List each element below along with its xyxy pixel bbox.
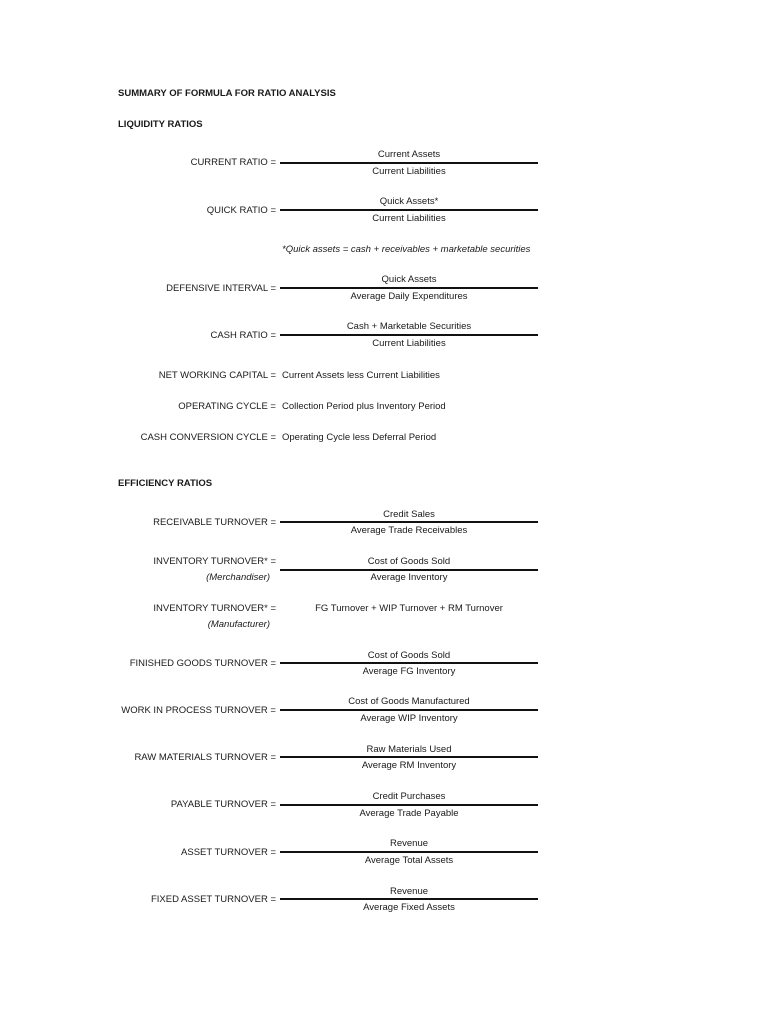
wip-turnover-numerator: Cost of Goods Manufactured bbox=[348, 696, 470, 707]
inventory-turnover-manufacturer-expression: FG Turnover + WIP Turnover + RM Turnover bbox=[315, 603, 503, 614]
efficiency-heading: EFFICIENCY RATIOS bbox=[118, 478, 213, 489]
fraction-bar bbox=[280, 209, 538, 211]
defensive-interval-denominator: Average Daily Expenditures bbox=[350, 291, 468, 302]
payable-turnover-numerator: Credit Purchases bbox=[372, 791, 446, 802]
fraction-bar bbox=[280, 521, 538, 523]
asset-turnover-label: ASSET TURNOVER = bbox=[181, 847, 276, 858]
raw-materials-turnover-denominator: Average RM Inventory bbox=[361, 760, 457, 771]
quick-ratio-numerator: Quick Assets* bbox=[379, 196, 439, 207]
wip-turnover-label: WORK IN PROCESS TURNOVER = bbox=[121, 705, 276, 716]
payable-turnover-label: PAYABLE TURNOVER = bbox=[170, 799, 276, 810]
cash-ratio-denominator: Current Liabilities bbox=[372, 338, 446, 349]
asset-turnover-numerator: Revenue bbox=[389, 838, 429, 849]
asset-turnover-denominator: Average Total Assets bbox=[364, 855, 454, 866]
fraction-bar bbox=[280, 804, 538, 806]
cash-ratio-numerator: Cash + Marketable Securities bbox=[346, 321, 472, 332]
fixed-asset-turnover-denominator: Average Fixed Assets bbox=[363, 902, 455, 913]
fraction-bar bbox=[280, 162, 538, 164]
inventory-turnover-label: INVENTORY TURNOVER* = bbox=[153, 556, 276, 567]
fraction-bar bbox=[280, 851, 538, 853]
inventory-turnover-numerator: Cost of Goods Sold bbox=[367, 556, 451, 567]
fraction-bar bbox=[280, 287, 538, 289]
inventory-turnover-denominator: Average Inventory bbox=[370, 572, 448, 583]
liquidity-heading: LIQUIDITY RATIOS bbox=[118, 119, 203, 130]
receivable-turnover-numerator: Credit Sales bbox=[383, 509, 435, 520]
quick-ratio-denominator: Current Liabilities bbox=[372, 213, 446, 224]
cash-conversion-cycle-label: CASH CONVERSION CYCLE = bbox=[140, 432, 276, 443]
cash-conversion-cycle-formula: Operating Cycle less Deferral Period bbox=[282, 432, 437, 443]
current-ratio-denominator: Current Liabilities bbox=[372, 166, 446, 177]
quick-ratio-label: QUICK RATIO = bbox=[206, 205, 276, 216]
payable-turnover-denominator: Average Trade Payable bbox=[359, 808, 459, 819]
wip-turnover-denominator: Average WIP Inventory bbox=[360, 713, 458, 724]
operating-cycle-label: OPERATING CYCLE = bbox=[178, 401, 276, 412]
fraction-bar bbox=[280, 334, 538, 336]
fraction-bar bbox=[280, 569, 538, 571]
quick-assets-note: *Quick assets = cash + receivables + marketable securities bbox=[282, 244, 531, 255]
raw-materials-turnover-label: RAW MATERIALS TURNOVER = bbox=[134, 752, 276, 763]
defensive-interval-label: DEFENSIVE INTERVAL = bbox=[166, 283, 276, 294]
fixed-asset-turnover-numerator: Revenue bbox=[389, 886, 429, 897]
net-working-capital-label: NET WORKING CAPITAL = bbox=[158, 370, 276, 381]
fraction-bar bbox=[280, 898, 538, 900]
fraction-bar bbox=[280, 662, 538, 664]
document-title: SUMMARY OF FORMULA FOR RATIO ANALYSIS bbox=[118, 88, 336, 99]
current-ratio-label: CURRENT RATIO = bbox=[190, 157, 276, 168]
inventory-turnover-manufacturer-label: INVENTORY TURNOVER* = bbox=[153, 603, 276, 614]
net-working-capital-formula: Current Assets less Current Liabilities bbox=[282, 370, 440, 381]
finished-goods-turnover-denominator: Average FG Inventory bbox=[362, 666, 456, 677]
current-ratio-numerator: Current Assets bbox=[377, 149, 441, 160]
fixed-asset-turnover-label: FIXED ASSET TURNOVER = bbox=[150, 894, 276, 905]
receivable-turnover-denominator: Average Trade Receivables bbox=[350, 525, 468, 536]
raw-materials-turnover-numerator: Raw Materials Used bbox=[366, 744, 452, 755]
defensive-interval-numerator: Quick Assets bbox=[381, 274, 437, 285]
operating-cycle-formula: Collection Period plus Inventory Period bbox=[282, 401, 446, 412]
manufacturer-sublabel: (Manufacturer) bbox=[207, 619, 270, 630]
finished-goods-turnover-label: FINISHED GOODS TURNOVER = bbox=[129, 658, 276, 669]
cash-ratio-label: CASH RATIO = bbox=[210, 330, 276, 341]
fraction-bar bbox=[280, 709, 538, 711]
receivable-turnover-label: RECEIVABLE TURNOVER = bbox=[153, 517, 276, 528]
fraction-bar bbox=[280, 756, 538, 758]
finished-goods-turnover-numerator: Cost of Goods Sold bbox=[367, 650, 451, 661]
merchandiser-sublabel: (Merchandiser) bbox=[206, 572, 270, 583]
